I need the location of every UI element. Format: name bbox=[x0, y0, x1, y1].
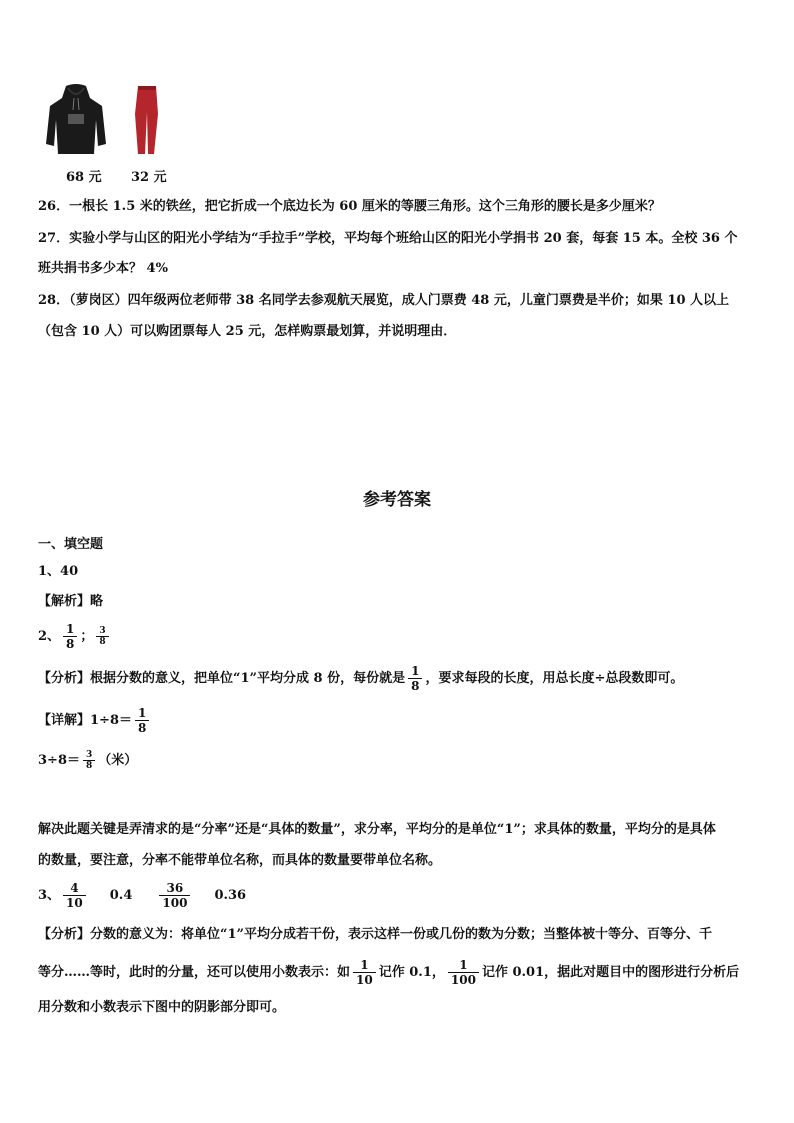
answer-3: 3、 $\frac{4}{10}$ 0.4 $\frac{36}{100}$ 0.36 bbox=[38, 881, 247, 910]
question-28-line2: （包含 10 人）可以购团票每人 25 元，怎样购票最划算，并说明理由． bbox=[38, 324, 457, 339]
question-27-line2: 班共捐书多少本？ 4% bbox=[38, 261, 168, 276]
answers-title: 参考答案 bbox=[363, 490, 431, 510]
trousers-image bbox=[132, 84, 162, 156]
answer-3-analysis-line3: 用分数和小数表示下图中的阴影部分即可。 bbox=[38, 1000, 286, 1015]
fraction: $\frac{3}{8}$ bbox=[83, 750, 95, 771]
answer-1-analysis: 【解析】略 bbox=[38, 594, 104, 609]
fraction: $\frac{3}{8}$ bbox=[96, 626, 108, 647]
question-28-line1: 28．（萝岗区）四年级两位老师带 38 名同学去参观航天展览，成人门票费 48 元，儿童门票费是半价；如果 10 人以上 bbox=[38, 293, 730, 308]
fraction: $\frac{36}{100}$ bbox=[159, 881, 190, 910]
trousers-price: 32 元 bbox=[131, 170, 167, 185]
section-heading: 一、填空题 bbox=[38, 537, 104, 552]
fraction: $\frac{1}{100}$ bbox=[448, 958, 479, 987]
hoodie-price: 68 元 bbox=[66, 170, 102, 185]
answer-2-analysis: 【分析】根据分数的意义，把单位“1”平均分成 8 份，每份就是 $\frac{1}{8}$ ，要求每段的长度，用总长度÷总段数即可。 bbox=[38, 664, 684, 693]
answer-2: 2、 $\frac{1}{8}$ ； $\frac{3}{8}$ bbox=[38, 622, 112, 651]
question-26: 26．一根长 1.5 米的铁丝，把它折成一个底边长为 60 厘米的等腰三角形。这个三角形的腰长是多少厘米？ bbox=[38, 199, 661, 214]
answer-2-calculation: 3÷8＝ $\frac{3}{8}$ （米） bbox=[38, 750, 138, 771]
answer-2-note-line2: 的数量，要注意，分率不能带单位名称，而具体的数量要带单位名称。 bbox=[38, 853, 442, 868]
answer-2-note-line1: 解决此题关键是弄清求的是“分率”还是“具体的数量”，求分率，平均分的是单位“1”；求具体的数量，平均分的是具体 bbox=[38, 822, 716, 837]
fraction: $\frac{4}{10}$ bbox=[63, 881, 86, 910]
fraction: $\frac{1}{10}$ bbox=[353, 958, 376, 987]
question-27-line1: 27．实验小学与山区的阳光小学结为“手拉手”学校，平均每个班给山区的阳光小学捐书 20 套，每套 15 本。全校 36 个 bbox=[38, 231, 738, 246]
hoodie-image bbox=[44, 84, 108, 156]
answer-3-analysis-line1: 【分析】分数的意义为：将单位“1”平均分成若干份，表示这样一份或几份的数为分数；当整体被十等分、百等分、千 bbox=[38, 927, 713, 942]
answer-2-detail: 【详解】1÷8＝ $\frac{1}{8}$ bbox=[38, 706, 152, 735]
answer-3-analysis-line2: 等分……等时，此时的分量，还可以使用小数表示：如 $\frac{1}{10}$ 记作 0.1， $\frac{1}{100}$ 记作 0.01，据此对题目中的图形进行分析后 bbox=[38, 958, 740, 987]
answer-1: 1、40 bbox=[38, 564, 79, 579]
fraction: $\frac{1}{8}$ bbox=[63, 622, 77, 651]
fraction: $\frac{1}{8}$ bbox=[408, 664, 422, 693]
fraction: $\frac{1}{8}$ bbox=[135, 706, 149, 735]
